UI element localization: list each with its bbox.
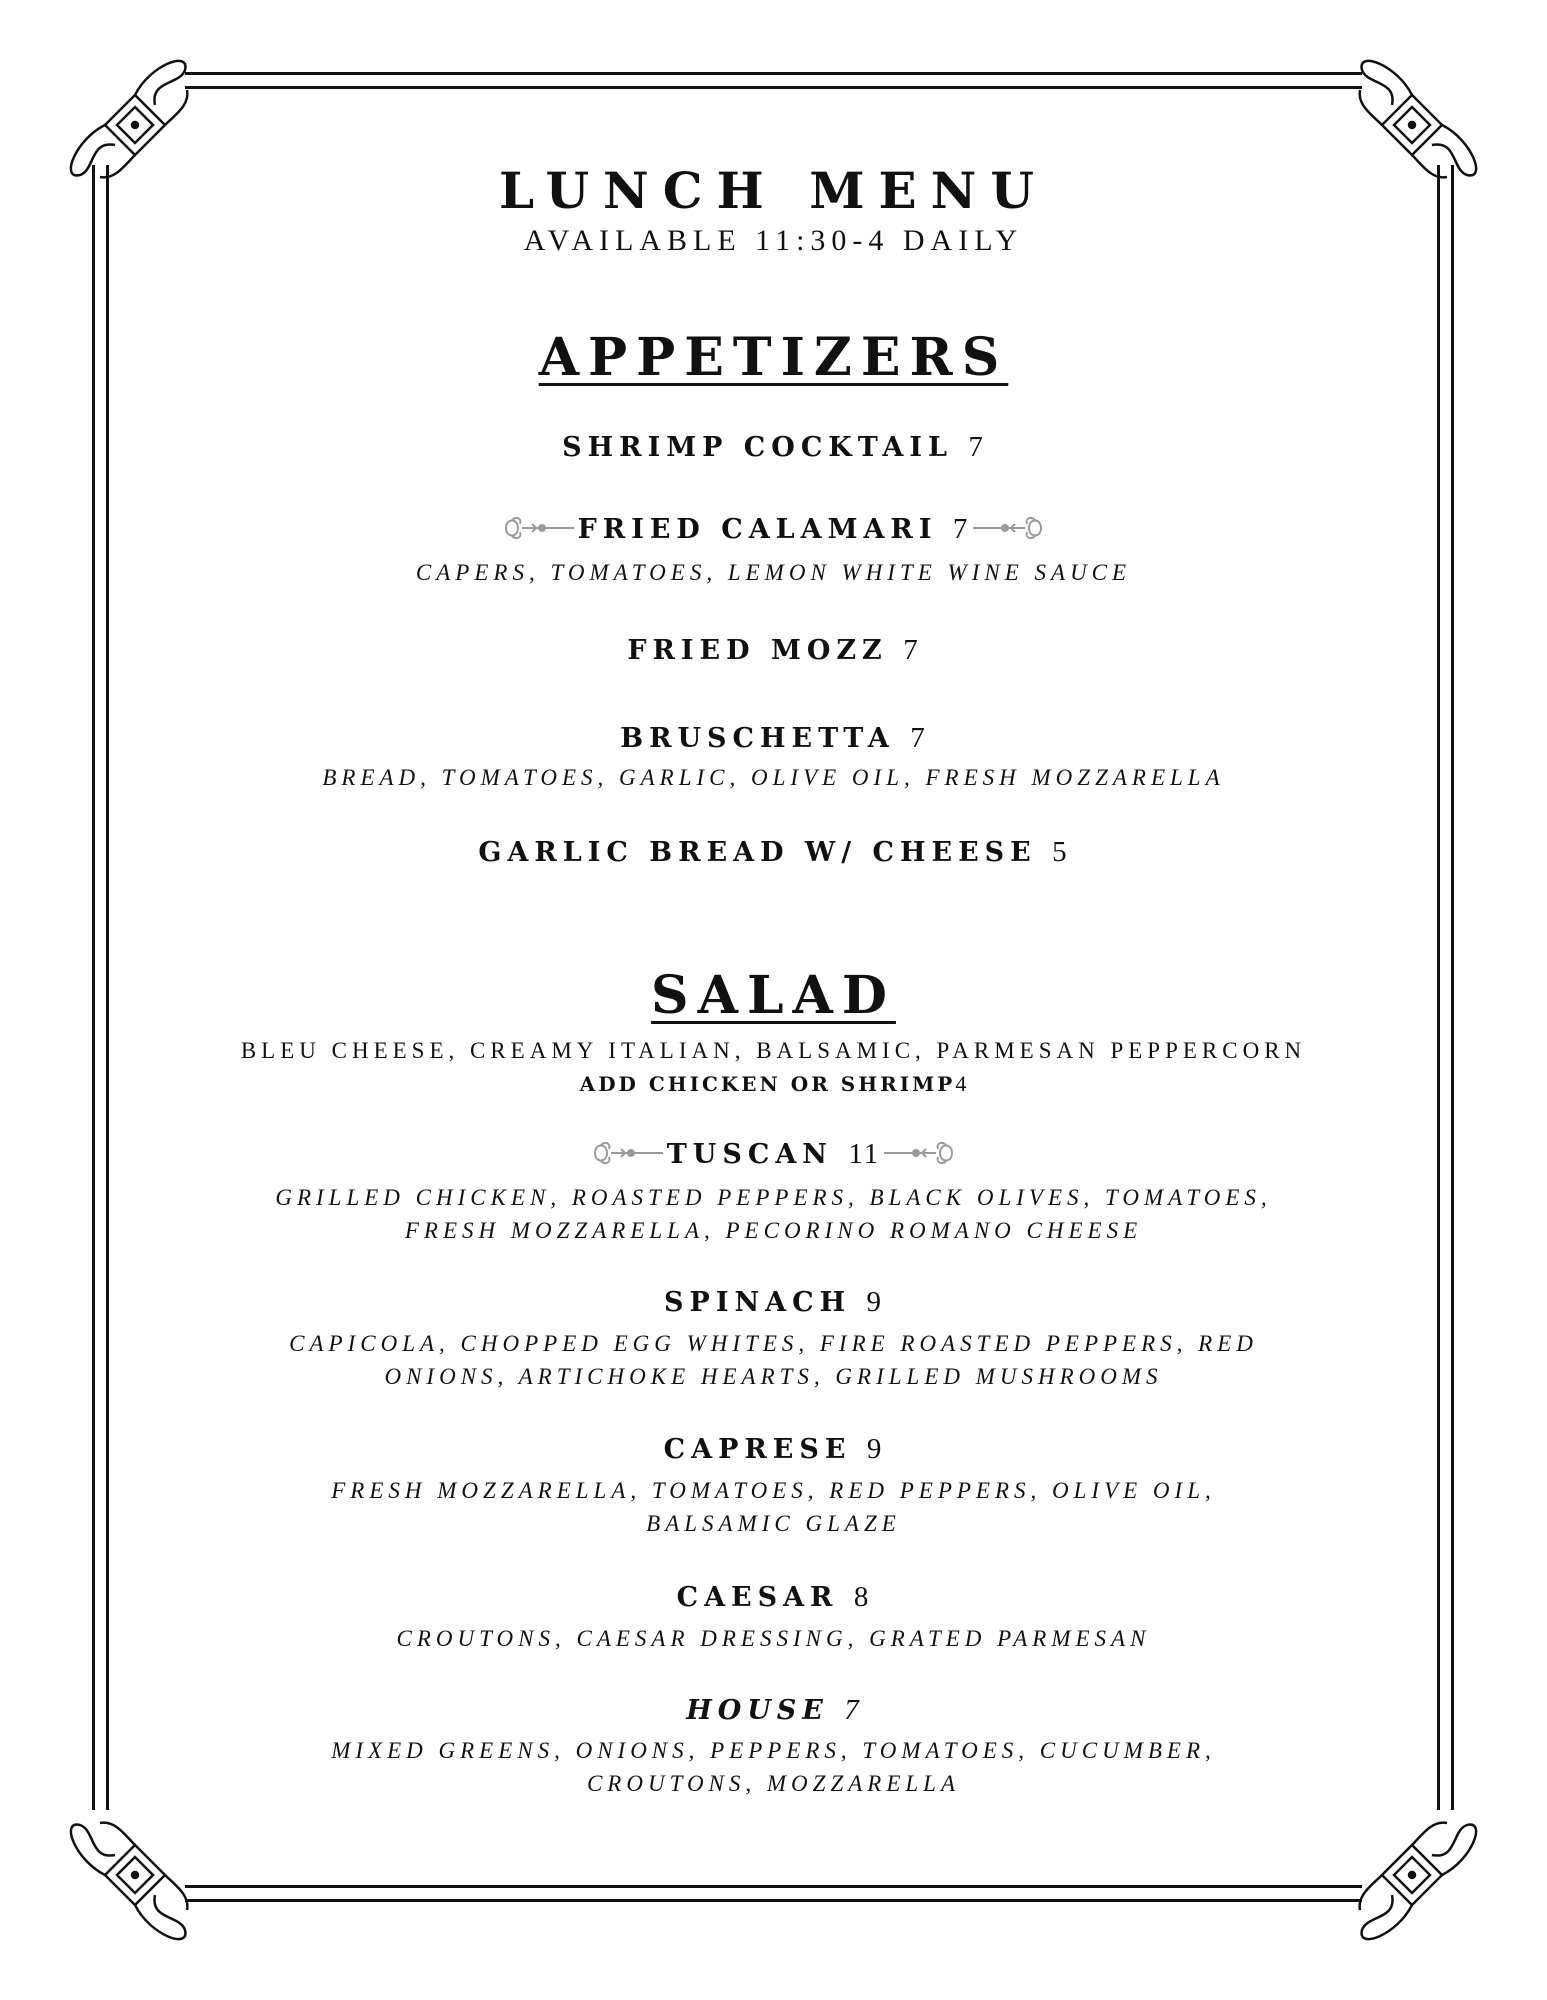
item-description-line: CROUTONS, MOZZARELLA xyxy=(586,1771,961,1796)
item-description-line: ONIONS, ARTICHOKE HEARTS, GRILLED MUSHROOMS xyxy=(384,1364,1163,1389)
salad-dressings: BLEU CHEESE, CREAMY ITALIAN, BALSAMIC, PARMESAN PEPPERCORN xyxy=(240,1038,1307,1063)
item-price: 7 xyxy=(844,1694,861,1726)
frame-left-line-outer xyxy=(92,165,95,1810)
item-description-line: CROUTONS, CAESAR DRESSING, GRATED PARMESAN xyxy=(396,1626,1151,1651)
item-description: BREAD, TOMATOES, GARLIC, OLIVE OIL, FRESH MOZZARELLA xyxy=(322,765,1225,790)
frame-bottom-line-outer xyxy=(185,1899,1362,1902)
salad-heading-text: SALAD xyxy=(651,965,896,1026)
item-price: 11 xyxy=(848,1138,881,1170)
scroll-flourish-icon xyxy=(591,1139,667,1167)
menu-item-house xyxy=(150,1696,1397,1725)
item-name: FRIED MOZZ xyxy=(627,635,888,666)
frame-top-line-outer xyxy=(185,72,1362,75)
menu-item-fried-mozz xyxy=(150,636,1397,665)
item-name: GARLIC BREAD W/ CHEESE xyxy=(478,837,1037,868)
frame-right-line-inner xyxy=(1437,165,1440,1810)
item-description-line: MIXED GREENS, ONIONS, PEPPERS, TOMATOES, CUCUMBER, xyxy=(331,1738,1216,1763)
item-price: 7 xyxy=(910,722,927,754)
item-price: 7 xyxy=(952,513,970,545)
menu-item-bruschetta xyxy=(150,724,1397,753)
scroll-flourish-icon xyxy=(502,514,578,542)
frame-right-line-outer xyxy=(1451,165,1454,1810)
item-name: FRIED CALAMARI xyxy=(577,514,938,545)
addon-price: 4 xyxy=(955,1071,968,1096)
menu-item-shrimp-cocktail xyxy=(150,433,1397,462)
item-description: CAPERS, TOMATOES, LEMON WHITE WINE SAUCE xyxy=(415,560,1132,585)
salad-addon xyxy=(150,1073,1397,1095)
frame-top-line-inner xyxy=(185,86,1362,89)
item-name: HOUSE xyxy=(686,1695,829,1726)
ornamental-corner-icon xyxy=(1342,1805,1492,1955)
item-description-line: CAPICOLA, CHOPPED EGG WHITES, FIRE ROASTED PEPPERS, RED xyxy=(289,1331,1258,1356)
menu-item-garlic-bread xyxy=(150,838,1397,867)
menu-item-caprese xyxy=(150,1435,1397,1464)
item-description-line: FRESH MOZZARELLA, TOMATOES, RED PEPPERS, OLIVE OIL, xyxy=(331,1478,1216,1503)
item-name: SPINACH xyxy=(664,1287,852,1318)
item-description-line: GRILLED CHICKEN, ROASTED PEPPERS, BLACK OLIVES, TOMATOES, xyxy=(275,1185,1272,1210)
item-name: BRUSCHETTA xyxy=(620,723,895,754)
salad-heading xyxy=(150,965,1397,1026)
item-name: TUSCAN xyxy=(666,1139,833,1170)
scroll-flourish-icon xyxy=(969,514,1045,542)
item-price: 7 xyxy=(903,634,920,666)
ornamental-corner-icon xyxy=(55,1805,205,1955)
frame-bottom-line-inner xyxy=(185,1885,1362,1888)
menu-item-fried-calamari xyxy=(150,515,1397,545)
item-price: 9 xyxy=(866,1286,883,1318)
menu-item-spinach xyxy=(150,1288,1397,1317)
menu-item-caesar xyxy=(150,1583,1397,1612)
menu-subtitle: AVAILABLE 11:30-4 DAILY xyxy=(523,224,1024,257)
appetizers-heading-text: APPETIZERS xyxy=(538,327,1009,388)
menu-item-tuscan xyxy=(150,1140,1397,1170)
item-name: CAESAR xyxy=(676,1582,839,1613)
addon-label: ADD CHICKEN OR SHRIMP xyxy=(579,1072,956,1096)
item-price: 8 xyxy=(853,1581,871,1613)
item-name: SHRIMP COCKTAIL xyxy=(562,432,953,463)
item-name: CAPRESE xyxy=(663,1434,852,1465)
appetizers-heading xyxy=(150,327,1397,388)
frame-left-line-inner xyxy=(106,165,109,1810)
item-price: 7 xyxy=(968,431,985,463)
scroll-flourish-icon xyxy=(880,1139,956,1167)
menu-title: LUNCH MENU xyxy=(499,161,1048,220)
item-description-line: BALSAMIC GLAZE xyxy=(646,1511,901,1536)
item-price: 5 xyxy=(1052,836,1069,868)
item-price: 9 xyxy=(866,1433,884,1465)
item-description-line: FRESH MOZZARELLA, PECORINO ROMANO CHEESE xyxy=(404,1218,1143,1243)
